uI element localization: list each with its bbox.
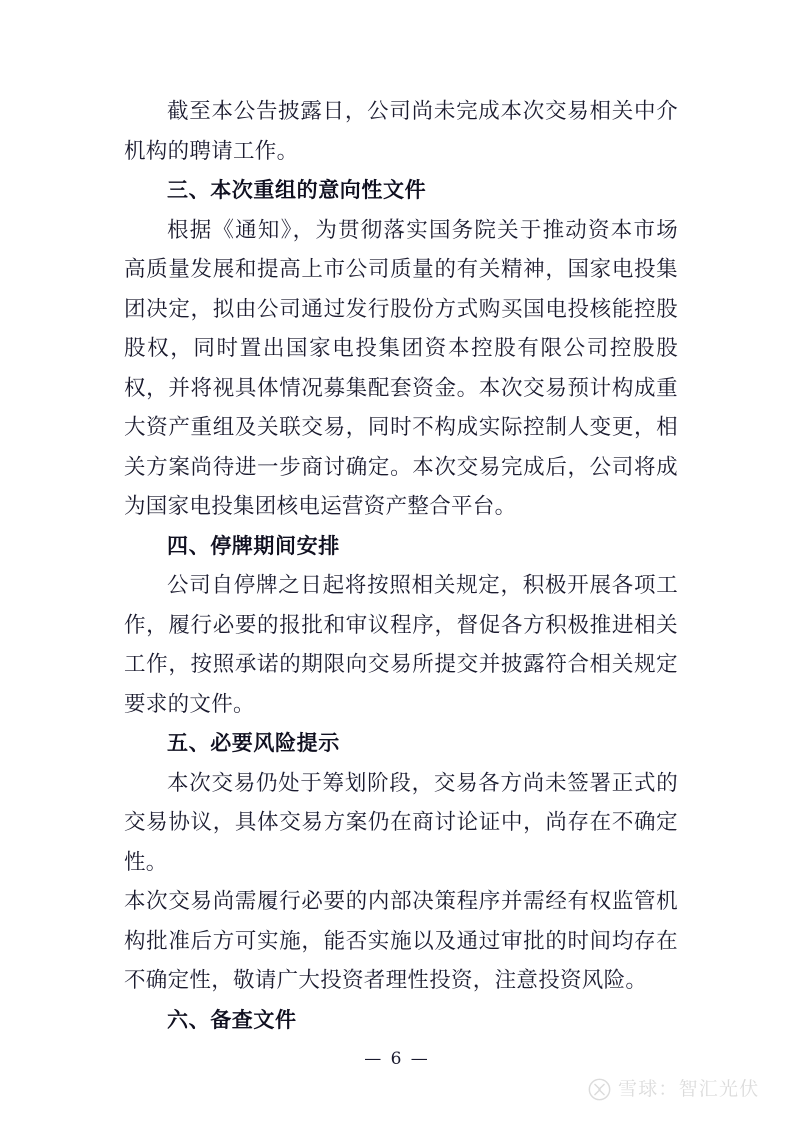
paragraph-section-five-body-one: 本次交易仍处于筹划阶段，交易各方尚未签署正式的交易协议，具体交易方案仍在商讨论证中，尚存在不确定性。 [124, 770, 678, 875]
paragraph-section-four-body: 公司自停牌之日起将按照相关规定，积极开展各项工作，履行必要的报批和审议程序，督促各方积极推进相关工作，按照承诺的期限向交易所提交并披露符合相关规定要求的文件。 [124, 573, 678, 717]
watermark [588, 1078, 759, 1101]
watermark-text: 雪球：智汇光伏 [618, 1078, 760, 1100]
paragraph-section-three-body: 根据《通知》，为贯彻落实国务院关于推动资本市场高质量发展和提高上市公司质量的有关精神，国家电投集团决定，拟由公司通过发行股份方式购买国电投核能控股股权，同时置出国家电投集团资本控股有限公司控股股权，并将视具体情况募集配套资金。本次交易预计构成重大资产重组及关联交易，同时不构成实际控制人变更，相关方案尚待进一步商讨确定。本次交易完成后，公司将成为国家电投集团核电运营资产整合平台。 [124, 217, 678, 519]
xueqiu-circle-logo-icon [588, 1078, 611, 1101]
heading-section-five: 五、必要风险提示 [167, 731, 340, 755]
page-number: — 6 — [364, 1049, 430, 1069]
heading-section-six: 六、备查文件 [167, 1007, 297, 1032]
heading-section-four: 四、停牌期间安排 [167, 533, 340, 558]
paragraph-intermediary-institutions: 截至本公告披露日，公司尚未完成本次交易相关中介机构的聘请工作。 [124, 99, 678, 164]
paragraph-section-five-body-two: 本次交易尚需履行必要的内部决策程序并需经有权监管机构批准后方可实施，能否实施以及通过审批的时间均存在不确定性，敬请广大投资者理性投资，注意投资风险。 [124, 889, 678, 993]
document-body [124, 92, 678, 1040]
heading-section-three: 三、本次重组的意向性文件 [167, 178, 427, 202]
